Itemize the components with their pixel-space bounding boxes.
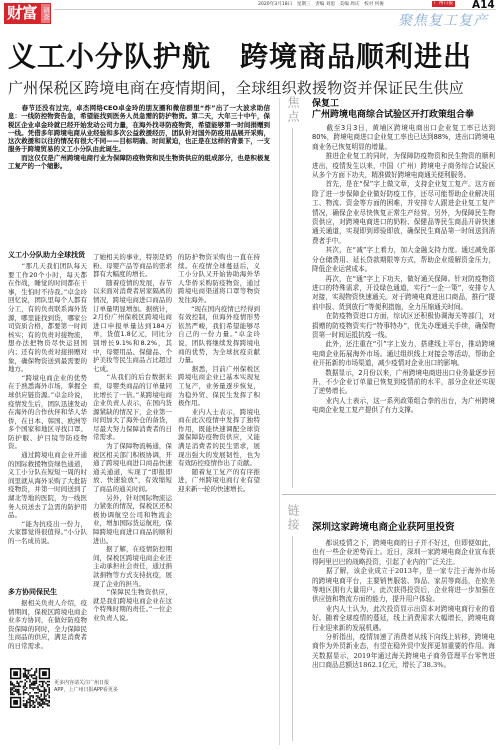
qr-module xyxy=(37,692,39,694)
section-name: 财富 xyxy=(7,4,38,22)
qr-module xyxy=(32,681,34,683)
qr-module xyxy=(39,681,41,683)
qr-module xyxy=(24,670,26,672)
qr-module xyxy=(28,678,30,680)
qr-module xyxy=(36,668,38,670)
dateline: 2020年3月18日 星期三 责编 刘思 美编 周庆 校对 何俊 xyxy=(258,2,384,7)
page-headline: 义工小分队护航 跨境商品顺利进出 xyxy=(8,40,473,73)
qr-module xyxy=(32,695,34,697)
qr-module xyxy=(48,700,50,702)
qr-module xyxy=(44,698,46,700)
qr-module xyxy=(13,686,15,688)
qr-module xyxy=(47,681,49,683)
qr-module xyxy=(23,674,25,676)
qr-code-icon[interactable] xyxy=(10,668,50,708)
qr-module xyxy=(42,684,44,686)
qr-module xyxy=(37,697,39,699)
qr-module xyxy=(34,673,36,675)
qr-module xyxy=(24,706,26,708)
sidebar-divider xyxy=(279,98,280,745)
qr-module xyxy=(45,689,47,691)
qr-module xyxy=(40,690,42,692)
qr-module xyxy=(36,670,38,672)
qr-module xyxy=(26,687,28,689)
qr-module xyxy=(44,687,46,689)
qr-module xyxy=(34,671,36,673)
qr-module xyxy=(37,689,39,691)
qr-module xyxy=(23,673,25,675)
qr-module xyxy=(42,700,44,702)
qr-module xyxy=(31,705,33,707)
qr-module xyxy=(12,692,14,694)
qr-module xyxy=(16,681,18,683)
qr-module xyxy=(18,694,20,696)
qr-module xyxy=(10,689,12,691)
qr-module xyxy=(40,700,42,702)
qr-module xyxy=(48,692,50,694)
qr-module xyxy=(47,705,49,707)
qr-module xyxy=(26,678,28,680)
qr-module xyxy=(21,681,23,683)
qr-module xyxy=(29,700,31,702)
qr-module xyxy=(36,687,38,689)
qr-module xyxy=(12,687,14,689)
qr-module xyxy=(40,705,42,707)
qr-module xyxy=(24,705,26,707)
qr-module xyxy=(42,703,44,705)
page-subheadline: 广州保税区跨境电商在疫情期间，全球组织救援物资并保证民生供应 xyxy=(8,79,465,97)
link-label: 链接 xyxy=(286,504,300,532)
focus-label: 焦点 xyxy=(286,96,300,124)
qr-module xyxy=(36,678,38,680)
qr-module xyxy=(34,674,36,676)
qr-module xyxy=(34,687,36,689)
qr-module xyxy=(42,690,44,692)
qr-module xyxy=(48,681,50,683)
qr-module xyxy=(31,674,33,676)
qr-module xyxy=(34,692,36,694)
qr-module xyxy=(47,686,49,688)
qr-module xyxy=(10,682,12,684)
qr-module xyxy=(44,681,46,683)
qr-module xyxy=(16,686,18,688)
qr-module xyxy=(16,689,18,691)
section-badge xyxy=(4,3,51,24)
qr-module xyxy=(36,695,38,697)
qr-module xyxy=(45,703,47,705)
qr-module xyxy=(23,694,25,696)
qr-module xyxy=(23,686,25,688)
qr-module xyxy=(26,681,28,683)
qr-module xyxy=(24,686,26,688)
qr-module xyxy=(44,702,46,704)
qr-module xyxy=(10,684,12,686)
story-section-heading: 义工小分队助力全球找货 xyxy=(8,251,85,259)
qr-module xyxy=(32,706,34,708)
qr-module xyxy=(32,697,34,699)
qr-module xyxy=(23,697,25,699)
qr-module xyxy=(29,692,31,694)
section-subname: 调查 xyxy=(41,4,50,23)
qr-module xyxy=(48,690,50,692)
qr-module xyxy=(47,684,49,686)
qr-module xyxy=(26,670,28,672)
qr-module xyxy=(40,686,42,688)
qr-module xyxy=(32,700,34,702)
qr-module xyxy=(39,698,41,700)
qr-module xyxy=(20,686,22,688)
qr-module xyxy=(36,681,38,683)
qr-module xyxy=(24,673,26,675)
app-promo-text: 更多内容请关注广州日报APP，上广州日报APP看更多 xyxy=(54,680,118,693)
qr-module xyxy=(44,689,46,691)
qr-module xyxy=(32,689,34,691)
qr-module xyxy=(16,692,18,694)
qr-module xyxy=(24,684,26,686)
qr-module xyxy=(32,687,34,689)
qr-module xyxy=(40,703,42,705)
qr-module xyxy=(12,684,14,686)
focus-kicker: 保复工 xyxy=(312,99,340,109)
link-title: 深圳这家跨境电商企业获阿里投资 xyxy=(312,522,455,533)
qr-module xyxy=(37,706,39,708)
qr-module xyxy=(29,706,31,708)
qr-module xyxy=(44,690,46,692)
qr-module xyxy=(20,694,22,696)
story-column-1-continued: 据相关负责人介绍，疫情期间，保税区跨境电商企业多方协同，在做好防疫物资保障的同时，全力保障民生商品的供应，满足消费者的日常需求。 xyxy=(8,599,87,650)
focus-title: 广州跨境电商综合试验区开打政策组合拳 xyxy=(312,110,475,120)
qr-module xyxy=(39,702,41,704)
qr-module xyxy=(15,686,17,688)
qr-module xyxy=(23,687,25,689)
qr-module xyxy=(45,695,47,697)
qr-module xyxy=(10,690,12,692)
qr-module xyxy=(13,694,15,696)
qr-module xyxy=(24,679,26,681)
qr-module xyxy=(32,702,34,704)
qr-module xyxy=(36,676,38,678)
qr-module xyxy=(32,682,34,684)
qr-module xyxy=(40,681,42,683)
qr-module xyxy=(31,676,33,678)
qr-module xyxy=(29,687,31,689)
qr-module xyxy=(44,695,46,697)
paper-tag: 广州日报 xyxy=(434,1,454,6)
qr-module xyxy=(45,682,47,684)
qr-module xyxy=(12,682,14,684)
qr-module xyxy=(44,703,46,705)
qr-module xyxy=(18,689,20,691)
qr-module xyxy=(36,679,38,681)
qr-module xyxy=(32,703,34,705)
qr-module xyxy=(45,698,47,700)
qr-module xyxy=(26,700,28,702)
qr-module xyxy=(39,690,41,692)
qr-module xyxy=(23,676,25,678)
qr-module xyxy=(34,678,36,680)
qr-module xyxy=(10,681,12,683)
qr-module xyxy=(37,687,39,689)
qr-module xyxy=(31,700,33,702)
story-intro: 春节还没有过完，卓杰网络CEO卓金玲的朋友圈和微信群里“炸”出了一大波求助信息：一线防控物资告急，希望能找到医务人员急需的防护物资。第二天，大年三十中午，保税区企业卓金玲就已经开始发动公司力量，在海外找寻防疫物资，希望能够第一时间捐赠到一线。凭借多年跨境电商从业经验和多次公益救援经历，团队针对国外防疫用品展开采购，这次救援和以往的情况有很大不同——目标明确、时间紧迫，也正是在这样的背景下，一支服务于跨境贸易的义工小分队由此诞生。 而这仅仅是广州跨境电商行业为保障防疫物资和民生物资供应的组成部分，也是积极复工复产的一个缩影。 xyxy=(8,104,270,171)
qr-module xyxy=(23,705,25,707)
qr-module xyxy=(24,668,26,670)
qr-module xyxy=(20,681,22,683)
qr-module xyxy=(26,705,28,707)
qr-module xyxy=(39,689,41,691)
qr-module xyxy=(28,676,30,678)
qr-module xyxy=(39,697,41,699)
qr-module xyxy=(29,674,31,676)
qr-module xyxy=(48,702,50,704)
story-column-1: “那几天我们团队每天要工作20个小时，每天都在作战，睡觉的时间都在干事，生怕时不待我。”卓金玲回忆说，团队里每个人都有分工，有的负责联系海外货源，哪里能找到货，哪家公司资质合格，都要第一时间核实；有的负责对接物流，想办法把物资尽快运回国内；还有的负责对接捐赠对象，确保物资送到最需要的地方。 “跨境电商企业的优势在于熟悉海外市场，掌握全球供应链资源。”卓金玲说，疫情发生后，团队迅速发动在海外的合作伙伴和华人华侨，在日本、韩国、欧洲等多个国家和地区寻找口罩、防护服、护目镜等防疫物资。 通过跨境电商企业开通的国际救援物资绿色通道，义工小分队在短短一周的时间里就从海外采购了大批防疫物资，并第一时间送到了湖北等地的医院，为一线医务人员送去了急需的防护用品。 “能为抗疫出一份力，大家都觉得很值得。”小分队的一名成员说。 xyxy=(8,262,87,545)
qr-module xyxy=(47,694,49,696)
qr-module xyxy=(28,698,30,700)
qr-module xyxy=(12,694,14,696)
focus-link-divider xyxy=(282,494,496,495)
story-column-3: 的防护物资采购也一直在持续。在疫情全球蔓延后，义工小分队又开始协助海外华人华侨采购防疫物资，通过跨境电商渠道将口罩等物资发往海外。 “现在国内疫情已经得到有效控制，但海外疫情形势依然严峻，我们希望能够尽自己的一份力量。”卓金玲说，团队将继续发挥跨境电商的优势，为全球抗疫贡献力量。 据悉，目前广州保税区跨境电商企业已基本实现复工复产，业务量逐步恢复，为稳外贸、保民生发挥了积极作用。 业内人士表示，跨境电商在此次疫情中发挥了独特作用，既能快速调配全球资源保障防疫物资供应，又能满足消费者的民生需求，展现出强大的发展韧性，也为有效防控疫情作出了贡献。 随着复工复产的有序推进，广州跨境电商行业有望迎来新一轮的快速增长。 xyxy=(178,253,260,494)
qr-module xyxy=(48,697,50,699)
focus-label-line xyxy=(292,128,293,488)
qr-module xyxy=(18,682,20,684)
qr-module xyxy=(42,682,44,684)
qr-module xyxy=(26,706,28,708)
qr-module xyxy=(44,697,46,699)
qr-module xyxy=(47,703,49,705)
qr-module xyxy=(34,702,36,704)
qr-module xyxy=(28,670,30,672)
qr-module xyxy=(26,703,28,705)
qr-module xyxy=(42,686,44,688)
link-body: 都说疫情之下，跨境电商的日子并不好过，但即便如此，也有一些企业逆势而上。近日，深圳一家跨境电商企业宣布获得阿里巴巴的战略投资，引起了业内的广泛关注。 据了解，该企业成立于2013年，是一家专注于海外市场的跨境电商平台，主要销售服装、饰品、家居等商品，在欧美等地区拥有大量用户。此次获得投资后，企业将进一步加强在供应链和物流方面的能力，提升用户体验。 业内人士认为，此次投资显示出资本对跨境电商行业的看好。随着全球疫情的蔓延，线上消费需求大幅增长，跨境电商行业迎来新的发展机遇。 分析指出，疫情加速了消费者从线下向线上转移，跨境电商作为外贸新业态，有望在稳外贸中发挥更加重要的作用。海关数据显示，2019年通过海关跨境电子商务管理平台零售进出口商品总额达1862.1亿元，增长了38.3%。 xyxy=(312,539,495,670)
qr-module xyxy=(47,700,49,702)
qr-module xyxy=(31,682,33,684)
qr-module xyxy=(37,695,39,697)
masthead-divider xyxy=(54,9,496,10)
qr-module xyxy=(29,684,31,686)
qr-module xyxy=(15,689,17,691)
qr-module xyxy=(24,671,26,673)
qr-module xyxy=(34,684,36,686)
focus-body: 截至3月3日，黄埔区跨境电商出口企业复工率已达到80%，跨境电商进口企业复工率也已达到88%，进出口跨境电商业务已恢复明显的增量。 推进企业复工的同时，为保障防疫物资和民生物资的顺利进出，疫情发生以来，中国（广州）跨境电子商务综合试验区从多个方面下功夫，精准做好跨境电商通关便利服务。 首先，是在“保”字上做文章，支持企业复工复产。这方面除了进一步保障企业做好防疫工作，还尽可能帮助企业解决用工、物流、资金等方面的困难，并安排专人跟进企业复工复产情况，确保企业尽快恢复正常生产经营。另外，为保障民生物资供应，对跨境电商进口的奶粉、保健品等民生商品开辟快速通关通道，实现即到即验即放，确保民生商品第一时间送到消费者手中。 其次，在“减”字上着力，加大金融支持力度。通过减免部分仓储费用、延长贷款期限等方式，帮助企业缓解资金压力，降低企业运营成本。 再次，在“通”字上下功夫，做好通关保障。针对防疫物资进口的特殊需求，开设绿色通道，实行“一企一策”，安排专人对接，实现物资快速通关。对于跨境电商进出口商品，推行“提前申报、货到放行”等便利措施，全力压缩通关时间。 在防疫物资进口方面，综试区还积极协调海关等部门，对捐赠的防疫物资实行“特事特办”，优先办理通关手续，确保物资第一时间运抵抗疫一线。 此外，还注重在“引”字上发力，搭建线上平台，推动跨境电商企业拓展海外市场。通过组织线上对接会等活动，帮助企业开拓新的市场渠道，减少疫情对企业出口的影响。 数据显示，2月份以来，广州跨境电商进出口业务量逐步回升，不少企业订单量已恢复到疫情前的水平，部分企业还实现了逆势增长。 业内人士表示，这一系列政策组合拳的出台，为广州跨境电商企业复工复产提供了有力支撑。 xyxy=(312,124,495,415)
qr-module xyxy=(48,684,50,686)
qr-module xyxy=(26,692,28,694)
qr-module xyxy=(44,694,46,696)
qr-module xyxy=(29,697,31,699)
qr-module xyxy=(39,684,41,686)
qr-module xyxy=(36,682,38,684)
qr-module xyxy=(45,700,47,702)
qr-module xyxy=(13,687,15,689)
qr-module xyxy=(10,692,12,694)
qr-module xyxy=(26,674,28,676)
qr-module xyxy=(36,698,38,700)
qr-module xyxy=(24,703,26,705)
qr-module xyxy=(23,690,25,692)
qr-module xyxy=(48,705,50,707)
qr-module xyxy=(29,695,31,697)
qr-module xyxy=(24,682,26,684)
qr-module xyxy=(42,681,44,683)
qr-module xyxy=(15,690,17,692)
qr-module xyxy=(48,689,50,691)
qr-module xyxy=(36,700,38,702)
qr-module xyxy=(42,702,44,704)
qr-module xyxy=(12,689,14,691)
qr-module xyxy=(40,698,42,700)
qr-module xyxy=(32,684,34,686)
qr-module xyxy=(10,687,12,689)
qr-module xyxy=(31,695,33,697)
qr-module xyxy=(24,674,26,676)
story-section-heading-2: 多方协同保民生 xyxy=(8,588,57,596)
qr-module xyxy=(34,681,36,683)
qr-module xyxy=(28,673,30,675)
qr-module xyxy=(23,703,25,705)
qr-module xyxy=(29,670,31,672)
qr-module xyxy=(32,674,34,676)
qr-module xyxy=(16,682,18,684)
qr-module xyxy=(16,690,18,692)
qr-module xyxy=(13,690,15,692)
qr-module xyxy=(42,706,44,708)
qr-module xyxy=(26,702,28,704)
page-number: A14 xyxy=(472,0,495,11)
qr-module xyxy=(29,705,31,707)
qr-module xyxy=(24,692,26,694)
qr-module xyxy=(34,706,36,708)
qr-module xyxy=(18,686,20,688)
story-column-2: 了她相关的事业，特别是奶粉、母婴产品等商品的需求都有大幅度的增长。 随着疫情的发展，春节以来面对消费者居家隔离的情况，跨境电商进口商品的订单量明显增加。据统计，2月份广州保税区跨境电商进口申报单量达到184万单，货值1.8亿元，同比分别增长9.1%和8.2%，其中，母婴用品、保健品、个护美妆等民生商品占比超过七成。 “从我们的后台数据来看，母婴类商品的订单量同比增长了一倍。”某跨境电商企业负责人表示，在国内货源紧缺的情况下，企业第一时间加大了海外仓的备货，尽最大努力保障消费者的日常需求。 为了保障物流畅通，保税区相关部门积极协调，开通了跨境电商进口商品快速通关通道，实现了“即报即放、快速验放”，有效缩短了商品的通关时间。 另外，针对国际物流运力紧张的情况，保税区还积极协调航空公司和物流企业，增加国际货运航班，保障跨境电商进口商品的顺利进出。 据了解，在疫情防控期间，保税区跨境电商企业还主动承担社会责任，通过捐款捐物等方式支持抗疫，展现了企业的担当。 “保障民生物资供应，就是我们跨境电商企业在这个特殊时期的责任。”一位企业负责人说。 xyxy=(93,253,172,622)
qr-module xyxy=(29,698,31,700)
qr-module xyxy=(29,681,31,683)
qr-module xyxy=(31,687,33,689)
qr-module xyxy=(29,679,31,681)
qr-module xyxy=(39,705,41,707)
qr-module xyxy=(37,686,39,688)
qr-module xyxy=(42,698,44,700)
qr-module xyxy=(48,687,50,689)
qr-module xyxy=(34,682,36,684)
qr-module xyxy=(29,702,31,704)
qr-module xyxy=(28,694,30,696)
qr-module xyxy=(31,684,33,686)
qr-module xyxy=(34,705,36,707)
qr-module xyxy=(10,694,12,696)
qr-module xyxy=(29,703,31,705)
qr-module xyxy=(39,703,41,705)
qr-module xyxy=(18,690,20,692)
qr-module xyxy=(40,695,42,697)
qr-module xyxy=(24,689,26,691)
qr-module xyxy=(23,668,25,670)
qr-module xyxy=(45,690,47,692)
qr-module xyxy=(28,671,30,673)
qr-module xyxy=(31,668,33,670)
theme-banner: 聚焦复工复产 xyxy=(398,13,488,29)
qr-module xyxy=(32,678,34,680)
qr-module xyxy=(13,684,15,686)
qr-module xyxy=(40,694,42,696)
qr-module xyxy=(23,692,25,694)
qr-module xyxy=(28,702,30,704)
qr-module xyxy=(23,700,25,702)
qr-module xyxy=(37,703,39,705)
qr-module xyxy=(18,692,20,694)
qr-module xyxy=(44,692,46,694)
qr-module xyxy=(26,676,28,678)
qr-module xyxy=(37,702,39,704)
qr-module xyxy=(18,684,20,686)
qr-module xyxy=(48,695,50,697)
qr-module xyxy=(36,671,38,673)
link-label-line xyxy=(292,536,293,741)
qr-module xyxy=(29,686,31,688)
qr-module xyxy=(24,676,26,678)
qr-module xyxy=(36,692,38,694)
